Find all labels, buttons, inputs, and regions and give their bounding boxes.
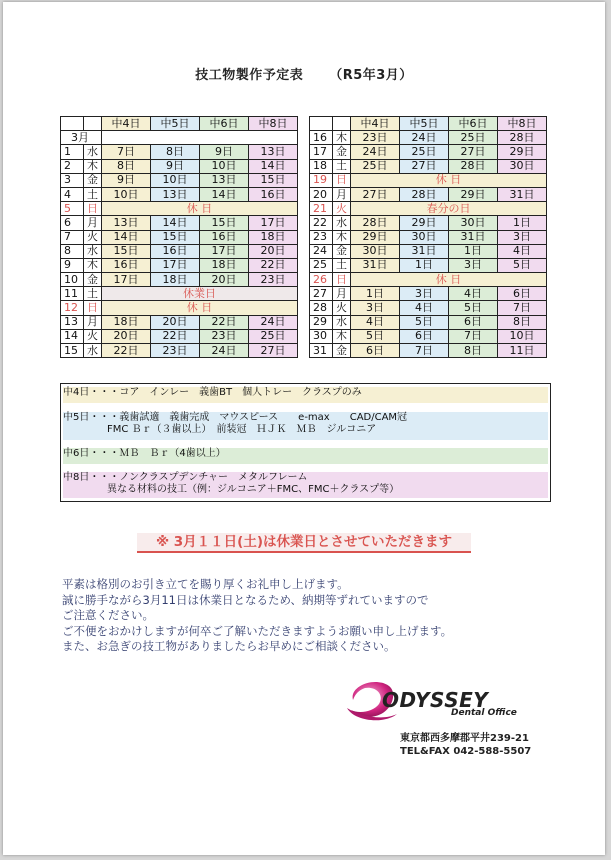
due-date-d8: 8日 <box>498 315 547 329</box>
due-date-d6: 13日 <box>200 173 249 187</box>
legend-d8-line1: 中8日・・・ノンクラスプデンチャー メタルフレーム <box>63 472 308 483</box>
day-number: 27 <box>310 287 333 301</box>
table-row <box>61 273 298 287</box>
due-date-d5: 23日 <box>151 344 200 358</box>
due-date-d8: 23日 <box>249 273 298 287</box>
header-row <box>61 117 298 131</box>
due-date-d6: 27日 <box>449 145 498 159</box>
table-row <box>310 244 547 258</box>
weekday: 月 <box>84 315 102 329</box>
due-date-d8: 14日 <box>249 159 298 173</box>
due-date-d5: 10日 <box>151 173 200 187</box>
day-number: 22 <box>310 216 333 230</box>
holiday-label: 休 日 <box>351 273 547 287</box>
due-date-d5: 13日 <box>151 187 200 201</box>
day-number: 29 <box>310 315 333 329</box>
weekday: 火 <box>84 329 102 343</box>
due-date-d4: 7日 <box>102 145 151 159</box>
due-date-d6: 24日 <box>200 344 249 358</box>
due-date-d5: 25日 <box>400 145 449 159</box>
closed-day-notice: ※ 3月１１日(土)は休業日とさせていただきます <box>137 533 471 553</box>
header-row <box>310 117 547 131</box>
day-number: 23 <box>310 230 333 244</box>
company-logo-subtitle: Dental Office <box>451 708 517 718</box>
table-row <box>310 301 547 315</box>
legend-d8 <box>63 472 548 498</box>
due-date-d6: 10日 <box>200 159 249 173</box>
holiday-label: 春分の日 <box>351 202 547 216</box>
closed-day-label: 休業日 <box>102 287 298 301</box>
due-date-d8: 31日 <box>498 187 547 201</box>
day-number: 7 <box>61 230 84 244</box>
weekday: 金 <box>84 173 102 187</box>
day-number: 16 <box>310 131 333 145</box>
header-blank <box>310 117 333 131</box>
table-row <box>310 344 547 358</box>
due-date-d6: 22日 <box>200 315 249 329</box>
due-date-d5: 22日 <box>151 329 200 343</box>
due-date-d5: 30日 <box>400 230 449 244</box>
column-header: 中8日 <box>249 117 298 131</box>
table-row <box>61 329 298 343</box>
day-number: 6 <box>61 216 84 230</box>
table-row <box>61 159 298 173</box>
day-number: 20 <box>310 187 333 201</box>
due-date-d5: 28日 <box>400 187 449 201</box>
due-date-d4: 22日 <box>102 344 151 358</box>
due-date-d5: 8日 <box>151 145 200 159</box>
due-date-d4: 24日 <box>351 145 400 159</box>
due-date-d5: 16日 <box>151 244 200 258</box>
table-row <box>61 258 298 272</box>
due-date-d4: 27日 <box>351 187 400 201</box>
due-date-d4: 29日 <box>351 230 400 244</box>
day-number: 12 <box>61 301 84 315</box>
table-row <box>310 230 547 244</box>
day-number: 8 <box>61 244 84 258</box>
due-date-d4: 18日 <box>102 315 151 329</box>
due-date-d8: 11日 <box>498 344 547 358</box>
due-date-d8: 28日 <box>498 131 547 145</box>
legend-d6 <box>63 448 548 464</box>
due-date-d6: 7日 <box>449 329 498 343</box>
table-row <box>61 173 298 187</box>
weekday: 日 <box>333 273 351 287</box>
due-date-d8: 17日 <box>249 216 298 230</box>
table-row <box>310 145 547 159</box>
legend-d6-line1: 中6日・・・ＭＢ Ｂｒ（4歯以上） <box>63 448 226 459</box>
due-date-d6: 29日 <box>449 187 498 201</box>
due-date-d6: 4日 <box>449 287 498 301</box>
day-number: 2 <box>61 159 84 173</box>
day-number: 30 <box>310 329 333 343</box>
weekday: 金 <box>333 145 351 159</box>
table-row <box>61 244 298 258</box>
weekday: 木 <box>84 258 102 272</box>
day-number: 21 <box>310 202 333 216</box>
column-header: 中6日 <box>200 117 249 131</box>
company-logo-text: ODYSSEY <box>382 688 489 712</box>
day-number: 25 <box>310 258 333 272</box>
due-date-d4: 30日 <box>351 244 400 258</box>
company-tel: TEL&FAX 042-588-5507 <box>400 746 532 757</box>
weekday: 水 <box>333 315 351 329</box>
due-date-d6: 18日 <box>200 258 249 272</box>
due-date-d6: 8日 <box>449 344 498 358</box>
due-date-d5: 7日 <box>400 344 449 358</box>
due-date-d4: 15日 <box>102 244 151 258</box>
due-date-d8: 7日 <box>498 301 547 315</box>
message-paragraph <box>62 577 452 655</box>
day-number: 19 <box>310 173 333 187</box>
due-date-d8: 22日 <box>249 258 298 272</box>
due-date-d4: 14日 <box>102 230 151 244</box>
weekday: 木 <box>84 159 102 173</box>
due-date-d6: 17日 <box>200 244 249 258</box>
weekday: 日 <box>84 301 102 315</box>
due-date-d8: 6日 <box>498 287 547 301</box>
due-date-d5: 1日 <box>400 258 449 272</box>
message-line: また、お急ぎの技工物がありましたらお早めにご相談ください。 <box>62 639 396 653</box>
due-date-d4: 3日 <box>351 301 400 315</box>
due-date-d4: 13日 <box>102 216 151 230</box>
weekday: 木 <box>333 131 351 145</box>
day-number: 4 <box>61 187 84 201</box>
weekday: 火 <box>84 230 102 244</box>
due-date-d8: 27日 <box>249 344 298 358</box>
weekday: 土 <box>333 258 351 272</box>
due-date-d8: 20日 <box>249 244 298 258</box>
table-row <box>61 287 298 301</box>
due-date-d4: 25日 <box>351 159 400 173</box>
legend-d8-line2: 異なる材料の技工（例：ジルコニア＋FMC、FMC＋クラスプ等） <box>107 484 400 495</box>
company-address: 東京都西多摩郡平井239-21 <box>400 733 529 744</box>
table-row <box>310 315 547 329</box>
due-date-d6: 3日 <box>449 258 498 272</box>
due-date-d6: 25日 <box>449 131 498 145</box>
due-date-d6: 20日 <box>200 273 249 287</box>
table-row <box>310 329 547 343</box>
due-date-d6: 1日 <box>449 244 498 258</box>
document-page <box>3 2 605 855</box>
due-date-d6: 30日 <box>449 216 498 230</box>
due-date-d5: 5日 <box>400 315 449 329</box>
due-date-d8: 5日 <box>498 258 547 272</box>
weekday: 月 <box>333 187 351 201</box>
schedule-table-left <box>60 116 298 358</box>
header-blank <box>61 117 84 131</box>
due-date-d4: 8日 <box>102 159 151 173</box>
day-number: 9 <box>61 258 84 272</box>
table-row <box>310 159 547 173</box>
legend-d4 <box>63 387 548 403</box>
weekday: 月 <box>84 216 102 230</box>
due-date-d6: 23日 <box>200 329 249 343</box>
weekday: 土 <box>84 287 102 301</box>
weekday: 土 <box>84 187 102 201</box>
due-date-d4: 17日 <box>102 273 151 287</box>
table-row <box>61 315 298 329</box>
weekday: 木 <box>333 329 351 343</box>
table-row <box>310 273 547 287</box>
title-sub: （R5年3月） <box>329 68 413 83</box>
due-date-d5: 20日 <box>151 315 200 329</box>
day-number: 31 <box>310 344 333 358</box>
weekday: 金 <box>84 273 102 287</box>
weekday: 金 <box>333 244 351 258</box>
due-date-d5: 24日 <box>400 131 449 145</box>
due-date-d6: 5日 <box>449 301 498 315</box>
due-date-d4: 5日 <box>351 329 400 343</box>
due-date-d6: 6日 <box>449 315 498 329</box>
table-row <box>310 258 547 272</box>
table-row <box>61 202 298 216</box>
table-row <box>310 173 547 187</box>
title-main: 技工物製作予定表 <box>195 68 304 83</box>
due-date-d5: 29日 <box>400 216 449 230</box>
due-date-d4: 6日 <box>351 344 400 358</box>
due-date-d5: 15日 <box>151 230 200 244</box>
company-contact <box>400 732 531 758</box>
schedule-table-right <box>309 116 547 358</box>
due-date-d4: 20日 <box>102 329 151 343</box>
holiday-label: 休 日 <box>102 202 298 216</box>
weekday: 水 <box>333 216 351 230</box>
month-label: 3月 <box>61 131 102 145</box>
due-date-d8: 13日 <box>249 145 298 159</box>
weekday: 金 <box>333 344 351 358</box>
weekday: 火 <box>333 301 351 315</box>
day-number: 3 <box>61 173 84 187</box>
day-number: 15 <box>61 344 84 358</box>
day-number: 17 <box>310 145 333 159</box>
weekday: 木 <box>333 230 351 244</box>
table-row <box>310 187 547 201</box>
due-date-d8: 3日 <box>498 230 547 244</box>
table-row <box>61 301 298 315</box>
column-header: 中4日 <box>102 117 151 131</box>
due-date-d8: 4日 <box>498 244 547 258</box>
table-row <box>61 230 298 244</box>
due-date-d5: 6日 <box>400 329 449 343</box>
due-date-d4: 4日 <box>351 315 400 329</box>
due-date-d4: 10日 <box>102 187 151 201</box>
due-date-d5: 31日 <box>400 244 449 258</box>
due-date-d4: 16日 <box>102 258 151 272</box>
weekday: 日 <box>333 173 351 187</box>
due-date-d5: 18日 <box>151 273 200 287</box>
due-date-d6: 14日 <box>200 187 249 201</box>
day-number: 5 <box>61 202 84 216</box>
legend-box <box>60 383 551 502</box>
table-row <box>310 216 547 230</box>
table-row <box>61 187 298 201</box>
header-blank <box>84 117 102 131</box>
weekday: 水 <box>84 244 102 258</box>
day-number: 14 <box>61 329 84 343</box>
day-number: 28 <box>310 301 333 315</box>
column-header: 中5日 <box>151 117 200 131</box>
due-date-d6: 28日 <box>449 159 498 173</box>
due-date-d6: 31日 <box>449 230 498 244</box>
weekday: 日 <box>84 202 102 216</box>
due-date-d4: 28日 <box>351 216 400 230</box>
due-date-d5: 3日 <box>400 287 449 301</box>
month-row-blank <box>102 131 298 145</box>
weekday: 土 <box>333 159 351 173</box>
due-date-d6: 9日 <box>200 145 249 159</box>
column-header: 中8日 <box>498 117 547 131</box>
document-title <box>3 64 605 83</box>
weekday: 火 <box>333 202 351 216</box>
due-date-d8: 24日 <box>249 315 298 329</box>
due-date-d5: 14日 <box>151 216 200 230</box>
due-date-d4: 9日 <box>102 173 151 187</box>
column-header: 中5日 <box>400 117 449 131</box>
table-row <box>61 216 298 230</box>
due-date-d6: 16日 <box>200 230 249 244</box>
due-date-d4: 23日 <box>351 131 400 145</box>
holiday-label: 休 日 <box>351 173 547 187</box>
message-line: ご注意ください。 <box>62 608 154 622</box>
weekday: 水 <box>84 344 102 358</box>
day-number: 24 <box>310 244 333 258</box>
table-row <box>310 131 547 145</box>
day-number: 10 <box>61 273 84 287</box>
due-date-d5: 4日 <box>400 301 449 315</box>
header-blank <box>333 117 351 131</box>
weekday: 月 <box>333 287 351 301</box>
due-date-d8: 29日 <box>498 145 547 159</box>
day-number: 11 <box>61 287 84 301</box>
day-number: 26 <box>310 273 333 287</box>
due-date-d8: 16日 <box>249 187 298 201</box>
column-header: 中6日 <box>449 117 498 131</box>
due-date-d8: 10日 <box>498 329 547 343</box>
due-date-d4: 31日 <box>351 258 400 272</box>
due-date-d8: 1日 <box>498 216 547 230</box>
table-row <box>61 145 298 159</box>
due-date-d6: 15日 <box>200 216 249 230</box>
due-date-d8: 25日 <box>249 329 298 343</box>
message-line: 平素は格別のお引き立てを賜り厚くお礼申し上げます。 <box>62 577 349 591</box>
legend-d5-line1: 中5日・・・義歯試適 義歯完成 マウスピース e-max CAD/CAM冠 <box>63 412 408 423</box>
legend-d5 <box>63 412 548 440</box>
table-row <box>310 287 547 301</box>
message-line: ご不便をおかけしますが何卒ご了解いただきますようお願い申し上げます。 <box>62 623 453 638</box>
due-date-d8: 18日 <box>249 230 298 244</box>
due-date-d4: 1日 <box>351 287 400 301</box>
due-date-d5: 27日 <box>400 159 449 173</box>
due-date-d5: 9日 <box>151 159 200 173</box>
weekday: 水 <box>84 145 102 159</box>
table-row <box>310 202 547 216</box>
legend-d5-line2: FMC Ｂｒ（３歯以上） 前装冠 ＨＪＫ ＭＢ ジルコニア <box>107 424 377 435</box>
day-number: 13 <box>61 315 84 329</box>
month-row <box>61 131 298 145</box>
day-number: 18 <box>310 159 333 173</box>
due-date-d8: 30日 <box>498 159 547 173</box>
table-row <box>61 344 298 358</box>
holiday-label: 休 日 <box>102 301 298 315</box>
day-number: 1 <box>61 145 84 159</box>
message-line: 誠に勝手ながら3月11日は休業日となるため、納期等ずれていますので <box>62 592 429 607</box>
due-date-d5: 17日 <box>151 258 200 272</box>
legend-d4-line1: 中4日・・・コア インレー 義歯BT 個人トレー クラスプのみ <box>63 387 362 398</box>
due-date-d8: 15日 <box>249 173 298 187</box>
column-header: 中4日 <box>351 117 400 131</box>
